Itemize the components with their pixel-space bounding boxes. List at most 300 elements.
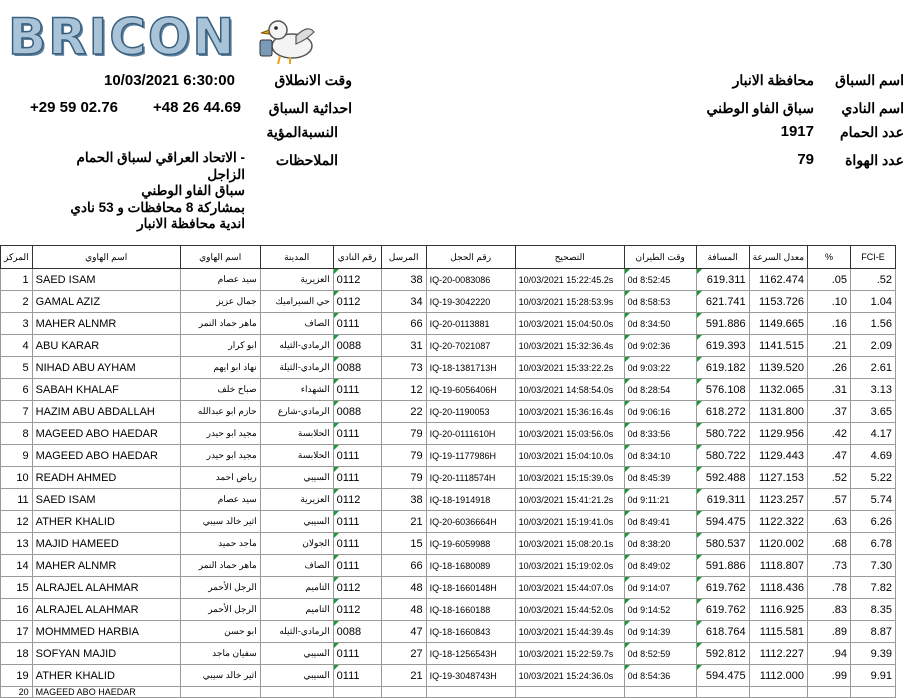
fanciers-count-label: عدد الهواة xyxy=(845,152,904,168)
cell-dist: 619.762 xyxy=(696,577,749,599)
cell-flt: 0d 8:45:39 xyxy=(624,467,696,489)
cell-pct: .21 xyxy=(808,335,851,357)
cell-sent: 66 xyxy=(381,555,426,577)
cell-flt: 0d 8:38:20 xyxy=(624,533,696,555)
cell-ring: IQ-20-0083086 xyxy=(426,269,515,291)
cell-fci: 4.69 xyxy=(851,445,896,467)
cell-spd: 1153.726 xyxy=(749,291,807,313)
cell-corr: 10/03/2021 15:04:50.0s xyxy=(515,313,624,335)
cell-ar: ابو كرار xyxy=(180,335,260,357)
cell-pct xyxy=(808,687,851,698)
cell-sent: 66 xyxy=(381,313,426,335)
coordinate-lat: +29 59 02.76 xyxy=(30,99,119,116)
logo-text: BRICON xyxy=(8,8,237,66)
cell-spd: 1139.520 xyxy=(749,357,807,379)
cell-ring: IQ-18-1381713H xyxy=(426,357,515,379)
col-name-ar: اسم الهاوي xyxy=(180,246,260,269)
pigeons-count-label: عدد الحمام xyxy=(839,124,904,140)
cell-en: READH AHMED xyxy=(32,467,180,489)
cell-city: الحلابسة xyxy=(260,423,333,445)
table-row xyxy=(1,533,896,555)
cell-rank: 3 xyxy=(1,313,33,335)
table-row xyxy=(1,335,896,357)
cell-city: العزيرية xyxy=(260,489,333,511)
cell-pct: .94 xyxy=(808,643,851,665)
table-header-row xyxy=(1,246,896,269)
cell-ar xyxy=(180,687,260,698)
cell-dist: 619.311 xyxy=(696,489,749,511)
cell-dist: 621.741 xyxy=(696,291,749,313)
cell-ring: IQ-18-1660843 xyxy=(426,621,515,643)
cell-rank: 5 xyxy=(1,357,33,379)
cell-city: الرمادي-الثيله xyxy=(260,621,333,643)
cell-corr: 10/03/2021 14:58:54.0s xyxy=(515,379,624,401)
cell-pct: .89 xyxy=(808,621,851,643)
cell-fci: 4.17 xyxy=(851,423,896,445)
cell-fci: 5.74 xyxy=(851,489,896,511)
cell-spd: 1118.807 xyxy=(749,555,807,577)
cell-corr: 10/03/2021 15:22:59.7s xyxy=(515,643,624,665)
notes-line: اندية محافظة الانبار xyxy=(137,216,245,231)
cell-club: 0112 xyxy=(333,269,381,291)
cell-en: GAMAL AZIZ xyxy=(32,291,180,313)
cell-ar: مجيد ابو حيدر xyxy=(180,445,260,467)
cell-corr: 10/03/2021 15:33:22.2s xyxy=(515,357,624,379)
cell-sent: 12 xyxy=(381,379,426,401)
table-row xyxy=(1,445,896,467)
cell-fci: 6.26 xyxy=(851,511,896,533)
cell-flt: 0d 8:49:02 xyxy=(624,555,696,577)
cell-ar: سفيان ماجد xyxy=(180,643,260,665)
cell-sent: 21 xyxy=(381,665,426,687)
cell-sent: 73 xyxy=(381,357,426,379)
cell-flt: 0d 9:14:39 xyxy=(624,621,696,643)
table-row xyxy=(1,423,896,445)
cell-corr: 10/03/2021 15:22:45.2s xyxy=(515,269,624,291)
col-percent: % xyxy=(808,246,851,269)
cell-ar: سيد عصام xyxy=(180,269,260,291)
cell-dist: 618.272 xyxy=(696,401,749,423)
cell-fci: 5.22 xyxy=(851,467,896,489)
cell-ring: IQ-18-1680089 xyxy=(426,555,515,577)
cell-pct: .16 xyxy=(808,313,851,335)
cell-en: ATHER KHALID xyxy=(32,665,180,687)
col-fci: FCI-E xyxy=(851,246,896,269)
cell-ar: جمال عزيز xyxy=(180,291,260,313)
cell-sent: 79 xyxy=(381,423,426,445)
cell-corr: 10/03/2021 15:41:21.2s xyxy=(515,489,624,511)
notes-line: سباق الفاو الوطني xyxy=(141,183,245,198)
cell-ring: IQ-18-1914918 xyxy=(426,489,515,511)
cell-fci: 8.35 xyxy=(851,599,896,621)
cell-en: MAHER ALNMR xyxy=(32,555,180,577)
cell-dist: 580.722 xyxy=(696,445,749,467)
cell-sent: 31 xyxy=(381,335,426,357)
cell-sent: 38 xyxy=(381,269,426,291)
cell-city: الصاف xyxy=(260,313,333,335)
cell-spd: 1122.322 xyxy=(749,511,807,533)
cell-fci: 2.61 xyxy=(851,357,896,379)
cell-fci: 3.13 xyxy=(851,379,896,401)
cell-ring: IQ-18-1660148H xyxy=(426,577,515,599)
cell-club: 0112 xyxy=(333,291,381,313)
table-row xyxy=(1,291,896,313)
cell-fci: 1.04 xyxy=(851,291,896,313)
cell-sent: 48 xyxy=(381,599,426,621)
cell-pct: .37 xyxy=(808,401,851,423)
cell-corr: 10/03/2021 15:44:07.0s xyxy=(515,577,624,599)
cell-dist: 619.182 xyxy=(696,357,749,379)
cell-city: العزيرية xyxy=(260,269,333,291)
race-name-label: اسم السباق xyxy=(835,72,904,88)
cell-ar: حازم ابو عبدالله xyxy=(180,401,260,423)
cell-pct: .68 xyxy=(808,533,851,555)
notes-block xyxy=(40,150,245,233)
cell-dist: 619.762 xyxy=(696,599,749,621)
table-row xyxy=(1,489,896,511)
cell-fci: 9.39 xyxy=(851,643,896,665)
cell-dist: 580.722 xyxy=(696,423,749,445)
cell-flt: 0d 8:34:50 xyxy=(624,313,696,335)
club-name-label: اسم النادي xyxy=(841,100,904,116)
cell-flt: 0d 8:33:56 xyxy=(624,423,696,445)
cell-en: MOHMMED HARBIA xyxy=(32,621,180,643)
cell-club: 0111 xyxy=(333,643,381,665)
cell-rank: 20 xyxy=(1,687,33,698)
cell-sent: 34 xyxy=(381,291,426,313)
cell-fci: .52 xyxy=(851,269,896,291)
cell-pct: .63 xyxy=(808,511,851,533)
cell-club: 0111 xyxy=(333,533,381,555)
cell-dist: 619.393 xyxy=(696,335,749,357)
cell-fci: 7.30 xyxy=(851,555,896,577)
cell-flt: 0d 8:49:41 xyxy=(624,511,696,533)
cell-dist: 591.886 xyxy=(696,313,749,335)
cell-flt: 0d 9:14:52 xyxy=(624,599,696,621)
cell-city: الشهداء xyxy=(260,379,333,401)
cell-corr: 10/03/2021 15:04:10.0s xyxy=(515,445,624,467)
cell-rank: 19 xyxy=(1,665,33,687)
cell-club: 0112 xyxy=(333,599,381,621)
col-club-no: رقم النادي xyxy=(333,246,381,269)
cell-sent: 79 xyxy=(381,467,426,489)
cell-club: 0088 xyxy=(333,621,381,643)
cell-fci: 7.82 xyxy=(851,577,896,599)
table-row xyxy=(1,269,896,291)
cell-en: MAGEED ABO HAEDAR xyxy=(32,445,180,467)
cell-dist: 594.475 xyxy=(696,511,749,533)
cell-en: ALRAJEL ALAHMAR xyxy=(32,577,180,599)
cell-pct: .57 xyxy=(808,489,851,511)
cell-en: SAED ISAM xyxy=(32,269,180,291)
col-sent: المرسل xyxy=(381,246,426,269)
cell-city: الرمادي-شارع xyxy=(260,401,333,423)
cell-fci: 3.65 xyxy=(851,401,896,423)
cell-sent xyxy=(381,687,426,698)
cell-corr: 10/03/2021 15:08:20.1s xyxy=(515,533,624,555)
cell-sent: 48 xyxy=(381,577,426,599)
cell-flt: 0d 8:54:36 xyxy=(624,665,696,687)
cell-corr: 10/03/2021 15:19:41.0s xyxy=(515,511,624,533)
cell-ring: IQ-20-0113881 xyxy=(426,313,515,335)
cell-fci: 1.56 xyxy=(851,313,896,335)
cell-dist: 619.311 xyxy=(696,269,749,291)
coordinate-lon: +48 26 44.69 xyxy=(153,99,242,116)
cell-ring: IQ-19-3048743H xyxy=(426,665,515,687)
table-row xyxy=(1,379,896,401)
cell-ar: ماجد حميد xyxy=(180,533,260,555)
cell-rank: 14 xyxy=(1,555,33,577)
cell-club: 0112 xyxy=(333,489,381,511)
cell-city: الجولان xyxy=(260,533,333,555)
cell-spd: 1127.153 xyxy=(749,467,807,489)
cell-ring: IQ-19-6056406H xyxy=(426,379,515,401)
cell-flt: 0d 8:58:53 xyxy=(624,291,696,313)
col-city: المدينة xyxy=(260,246,333,269)
cell-en: ABU KARAR xyxy=(32,335,180,357)
cell-corr: 10/03/2021 15:24:36.0s xyxy=(515,665,624,687)
cell-en: MAGEED ABO HAEDAR xyxy=(32,423,180,445)
cell-spd xyxy=(749,687,807,698)
cell-flt: 0d 8:52:45 xyxy=(624,269,696,291)
cell-city: السيبي xyxy=(260,467,333,489)
table-row xyxy=(1,555,896,577)
cell-pct: .47 xyxy=(808,445,851,467)
cell-en: NIHAD ABU AYHAM xyxy=(32,357,180,379)
cell-dist: 592.812 xyxy=(696,643,749,665)
cell-rank: 16 xyxy=(1,599,33,621)
cell-rank: 6 xyxy=(1,379,33,401)
col-correction: التصحيح xyxy=(515,246,624,269)
cell-sent: 27 xyxy=(381,643,426,665)
cell-rank: 1 xyxy=(1,269,33,291)
cell-club: 0111 xyxy=(333,555,381,577)
cell-dist xyxy=(696,687,749,698)
cell-pct: .73 xyxy=(808,555,851,577)
col-speed: معدل السرعة xyxy=(749,246,807,269)
cell-flt: 0d 9:11:21 xyxy=(624,489,696,511)
cell-corr: 10/03/2021 15:03:56.0s xyxy=(515,423,624,445)
cell-dist: 618.764 xyxy=(696,621,749,643)
cell-en: ATHER KHALID xyxy=(32,511,180,533)
cell-corr: 10/03/2021 15:32:36.4s xyxy=(515,335,624,357)
cell-flt: 0d 9:14:07 xyxy=(624,577,696,599)
cell-club: 0111 xyxy=(333,467,381,489)
cell-club: 0088 xyxy=(333,357,381,379)
cell-club: 0111 xyxy=(333,511,381,533)
cell-spd: 1131.800 xyxy=(749,401,807,423)
cell-club: 0111 xyxy=(333,379,381,401)
percentage-label: النسبةالمؤية xyxy=(266,124,338,140)
cell-club: 0111 xyxy=(333,313,381,335)
table-row xyxy=(1,313,896,335)
cell-club: 0111 xyxy=(333,445,381,467)
cell-ring: IQ-19-6059988 xyxy=(426,533,515,555)
cell-city: الرمادي-الثيلة xyxy=(260,357,333,379)
cell-spd: 1129.443 xyxy=(749,445,807,467)
cell-club xyxy=(333,687,381,698)
cell-pct: .31 xyxy=(808,379,851,401)
cell-ar: اثير خالد سيبي xyxy=(180,665,260,687)
cell-pct: .78 xyxy=(808,577,851,599)
cell-ring: IQ-20-0111610H xyxy=(426,423,515,445)
cell-rank: 17 xyxy=(1,621,33,643)
table-row xyxy=(1,511,896,533)
cell-city: السيبي xyxy=(260,665,333,687)
cell-club: 0112 xyxy=(333,577,381,599)
cell-rank: 15 xyxy=(1,577,33,599)
cell-pct: .99 xyxy=(808,665,851,687)
cell-en: MAHER ALNMR xyxy=(32,313,180,335)
cell-ar: الرجل الأحمر xyxy=(180,577,260,599)
cell-flt xyxy=(624,687,696,698)
cell-sent: 79 xyxy=(381,445,426,467)
pigeons-count-value: 1917 xyxy=(780,123,814,140)
club-name-value: سباق الفاو الوطني xyxy=(706,100,814,116)
cell-city: التاميم xyxy=(260,599,333,621)
table-row xyxy=(1,357,896,379)
cell-ar: اثير خالد سيبي xyxy=(180,511,260,533)
cell-flt: 0d 9:06:16 xyxy=(624,401,696,423)
cell-sent: 47 xyxy=(381,621,426,643)
cell-fci: 6.78 xyxy=(851,533,896,555)
cell-spd: 1129.956 xyxy=(749,423,807,445)
table-row xyxy=(1,599,896,621)
cell-ring: IQ-20-1190053 xyxy=(426,401,515,423)
cell-spd: 1112.000 xyxy=(749,665,807,687)
cell-ar: الرجل الأحمر xyxy=(180,599,260,621)
table-row xyxy=(1,621,896,643)
cell-dist: 592.488 xyxy=(696,467,749,489)
col-distance: المسافة xyxy=(696,246,749,269)
cell-corr: 10/03/2021 15:36:16.4s xyxy=(515,401,624,423)
cell-rank: 13 xyxy=(1,533,33,555)
cell-ar: ماهر حماد النمر xyxy=(180,555,260,577)
cell-flt: 0d 9:02:36 xyxy=(624,335,696,357)
cell-ar: سيد عصام xyxy=(180,489,260,511)
cell-en: ALRAJEL ALAHMAR xyxy=(32,599,180,621)
cell-spd: 1112.227 xyxy=(749,643,807,665)
cell-spd: 1115.581 xyxy=(749,621,807,643)
cell-sent: 38 xyxy=(381,489,426,511)
cell-rank: 10 xyxy=(1,467,33,489)
cell-club: 0111 xyxy=(333,665,381,687)
cell-pct: .10 xyxy=(808,291,851,313)
table-row xyxy=(1,401,896,423)
cell-en: SOFYAN MAJID xyxy=(32,643,180,665)
cell-dist: 591.886 xyxy=(696,555,749,577)
cell-ring: IQ-19-3042220 xyxy=(426,291,515,313)
cell-rank: 2 xyxy=(1,291,33,313)
cell-pct: .05 xyxy=(808,269,851,291)
cell-en: SABAH KHALAF xyxy=(32,379,180,401)
cell-ar: ماهر حماد النمر xyxy=(180,313,260,335)
cell-rank: 8 xyxy=(1,423,33,445)
cell-ring: IQ-20-6036664H xyxy=(426,511,515,533)
table-row xyxy=(1,467,896,489)
cell-fci: 9.91 xyxy=(851,665,896,687)
cell-corr: 10/03/2021 15:28:53.9s xyxy=(515,291,624,313)
pigeon-mascot-icon xyxy=(256,10,318,66)
cell-spd: 1123.257 xyxy=(749,489,807,511)
cell-rank: 7 xyxy=(1,401,33,423)
cell-ring: IQ-19-1177986H xyxy=(426,445,515,467)
table-row xyxy=(1,665,896,687)
cell-spd: 1149.665 xyxy=(749,313,807,335)
cell-corr: 10/03/2021 15:44:39.4s xyxy=(515,621,624,643)
cell-en: MAJID HAMEED xyxy=(32,533,180,555)
cell-spd: 1141.515 xyxy=(749,335,807,357)
release-time-label: وقت الانطلاق xyxy=(274,72,352,88)
cell-city: الحلابسة xyxy=(260,445,333,467)
cell-spd: 1120.002 xyxy=(749,533,807,555)
cell-corr: 10/03/2021 15:15:39.0s xyxy=(515,467,624,489)
race-name-value: محافظة الانبار xyxy=(732,72,814,88)
cell-city: الرمادي-الثيله xyxy=(260,335,333,357)
cell-fci: 8.87 xyxy=(851,621,896,643)
cell-corr xyxy=(515,687,624,698)
cell-rank: 18 xyxy=(1,643,33,665)
cell-ring: IQ-20-7021087 xyxy=(426,335,515,357)
cell-dist: 580.537 xyxy=(696,533,749,555)
cell-ring: IQ-20-1118574H xyxy=(426,467,515,489)
cell-en: SAED ISAM xyxy=(32,489,180,511)
col-name-en: اسم الهاوي xyxy=(32,246,180,269)
cell-ar: ابو حسن xyxy=(180,621,260,643)
cell-sent: 15 xyxy=(381,533,426,555)
cell-sent: 22 xyxy=(381,401,426,423)
cell-sent: 21 xyxy=(381,511,426,533)
cell-pct: .52 xyxy=(808,467,851,489)
cell-flt: 0d 8:28:54 xyxy=(624,379,696,401)
col-rank: المركز xyxy=(1,246,33,269)
cell-club: 0088 xyxy=(333,401,381,423)
col-flight-time: وقت الطيران xyxy=(624,246,696,269)
cell-spd: 1132.065 xyxy=(749,379,807,401)
cell-ring: IQ-18-1660188 xyxy=(426,599,515,621)
cell-rank: 11 xyxy=(1,489,33,511)
table-row-partial xyxy=(1,687,896,698)
cell-ar: رياض احمد xyxy=(180,467,260,489)
cell-corr: 10/03/2021 15:19:02.0s xyxy=(515,555,624,577)
cell-flt: 0d 8:34:10 xyxy=(624,445,696,467)
cell-city: السيبي xyxy=(260,643,333,665)
cell-pct: .42 xyxy=(808,423,851,445)
cell-city: التاميم xyxy=(260,577,333,599)
cell-en: MAGEED ABO HAEDAR xyxy=(32,687,180,698)
cell-city xyxy=(260,687,333,698)
cell-city: حي السيراميك xyxy=(260,291,333,313)
cell-ar: مجيد ابو حيدر xyxy=(180,423,260,445)
cell-club: 0111 xyxy=(333,423,381,445)
cell-spd: 1116.925 xyxy=(749,599,807,621)
notes-line: بمشاركة 8 محافظات و 53 نادي xyxy=(70,199,245,215)
cell-pct: .26 xyxy=(808,357,851,379)
cell-flt: 0d 9:03:22 xyxy=(624,357,696,379)
cell-city: السيبي xyxy=(260,511,333,533)
cell-rank: 4 xyxy=(1,335,33,357)
cell-rank: 9 xyxy=(1,445,33,467)
cell-corr: 10/03/2021 15:44:52.0s xyxy=(515,599,624,621)
cell-flt: 0d 8:52:59 xyxy=(624,643,696,665)
cell-ring xyxy=(426,687,515,698)
cell-ar: نهاد ابو ايهم xyxy=(180,357,260,379)
notes-line: - الاتحاد العراقي لسباق الحمام الزاجل xyxy=(76,150,245,182)
table-row xyxy=(1,577,896,599)
results-table xyxy=(0,245,896,698)
cell-dist: 594.475 xyxy=(696,665,749,687)
table-row xyxy=(1,643,896,665)
